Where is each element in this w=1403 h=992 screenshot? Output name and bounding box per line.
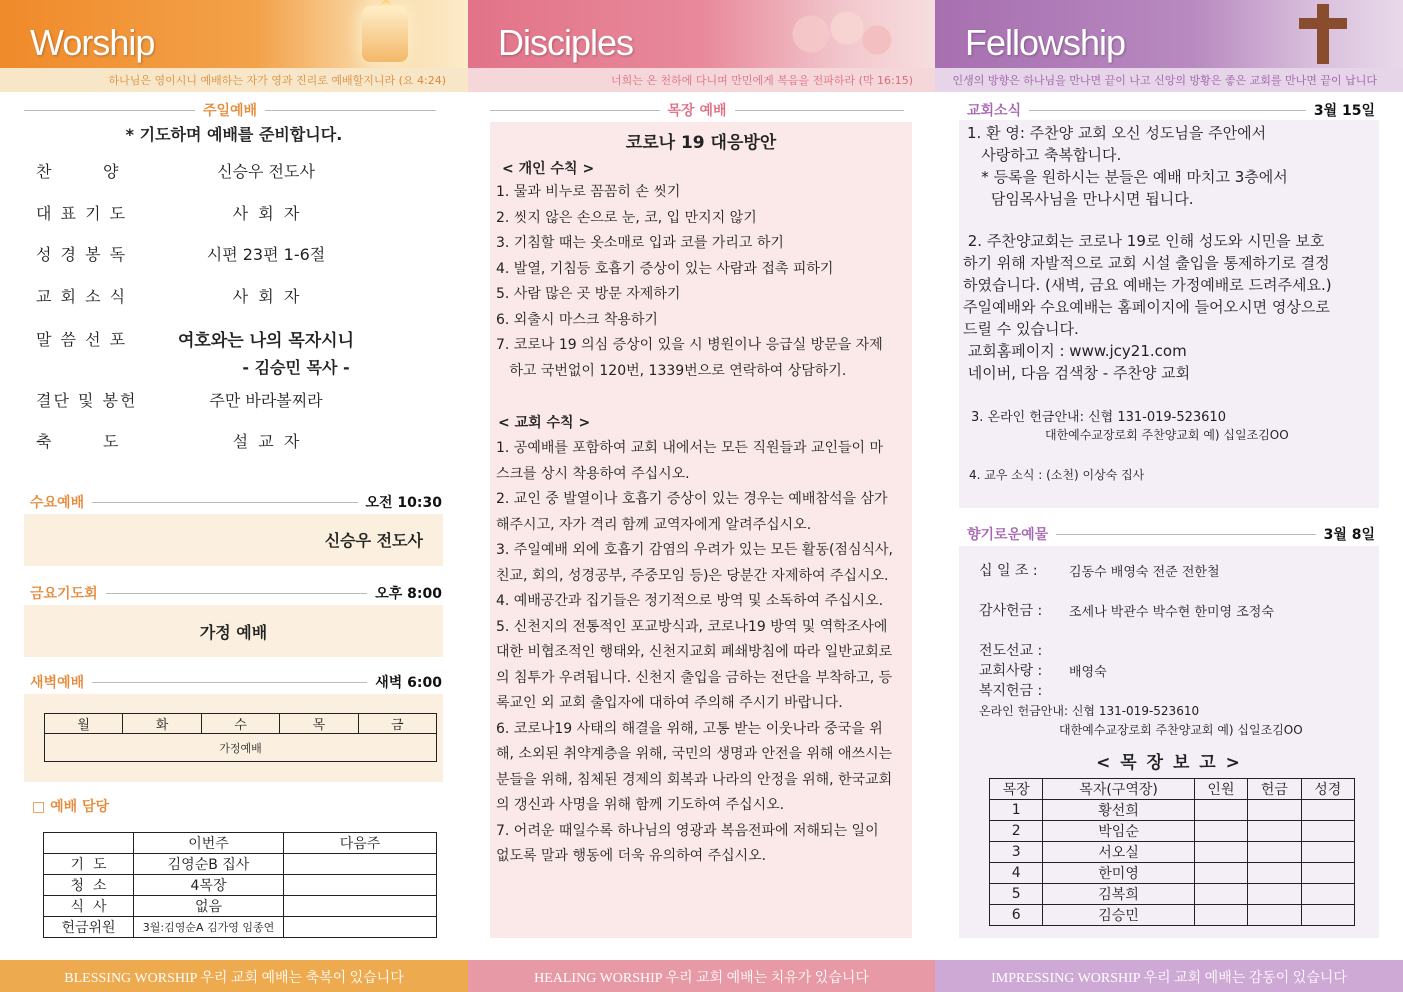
church-rule: 대한 비협조적인 행태와, 신천지교회 폐쇄방침에 따라 일반교회로 xyxy=(496,644,893,660)
report-cell: 6 xyxy=(990,905,1043,926)
duty-row xyxy=(44,875,437,896)
order-person: 사 회 자 xyxy=(232,286,300,306)
order-role: 결단 및 봉헌 xyxy=(36,390,138,410)
preacher: - 김승민 목사 - xyxy=(242,358,350,377)
fellowship-header xyxy=(935,0,1403,92)
dawn-note: 가정예배 xyxy=(45,734,437,762)
offering-heading xyxy=(967,524,1375,544)
report-cell: 김승민 xyxy=(1043,905,1194,926)
report-row xyxy=(990,863,1355,884)
sunday-section-heading xyxy=(24,100,444,120)
report-cell xyxy=(1301,884,1354,905)
order-person: 사 회 자 xyxy=(232,203,300,223)
report-cell: 서오실 xyxy=(1043,842,1194,863)
personal-rule: 3. 기침할 때는 옷소매로 입과 코를 가리고 하기 xyxy=(496,235,784,251)
personal-rule: 1. 물과 비누로 꼼꼼히 손 씻기 xyxy=(496,184,681,200)
duty-cell: 김영순B 집사 xyxy=(134,854,284,875)
order-person: 신승우 전도사 xyxy=(217,161,315,181)
duty-col-header xyxy=(44,833,134,854)
worship-panel xyxy=(0,0,468,992)
church-rule: 4. 예배공간과 집기들은 정기적으로 방역 및 소독하여 주십시오. xyxy=(496,593,884,609)
church-rules xyxy=(496,436,908,870)
disciples-panel xyxy=(468,0,935,992)
church-rule: 의 갱신과 사명을 위해 함께 기도하여 주십시오. xyxy=(496,797,785,813)
order-row xyxy=(36,241,436,265)
report-col-header: 헌금 xyxy=(1248,779,1301,800)
news-item-3-line1: 3. 온라인 헌금안내: 신협 131-019-523610 xyxy=(971,410,1226,425)
duty-row xyxy=(44,917,437,938)
order-row xyxy=(36,283,436,307)
dawn-label: 새벽예배 xyxy=(30,675,85,691)
wednesday-box xyxy=(24,514,443,566)
report-row xyxy=(990,800,1355,821)
news-line: 하기 위해 자발적으로 교회 시설 출입을 통제하기로 결정 xyxy=(963,254,1330,272)
worship-verse: 하나님은 영이시니 예배하는 자가 영과 진리로 예배할지니라 (요 4:24) xyxy=(108,74,446,87)
duty-cell: 4목장 xyxy=(134,875,284,896)
friday-box xyxy=(24,605,443,657)
news-item-3-line2: 대한예수교장로회 주찬양교회 예) 십일조김OO xyxy=(1045,428,1289,442)
friday-time: 오후 8:00 xyxy=(375,586,442,602)
news-date: 3월 15일 xyxy=(1313,103,1375,119)
offering-names: 김동수 배영숙 전준 전한철 xyxy=(1069,565,1220,580)
dawn-box xyxy=(24,694,443,782)
personal-rules xyxy=(496,180,908,384)
news-line: 담임목사님을 만나시면 됩니다. xyxy=(967,190,1194,208)
fellowship-footer xyxy=(935,960,1403,992)
cell-report-title: < 목 장 보 고 > xyxy=(1096,753,1242,773)
church-rule: 록교인 외 교회 출입자에 대하여 주의해 주시기 바랍니다. xyxy=(496,695,843,711)
report-cell: 2 xyxy=(990,821,1043,842)
disciples-title: Disciples xyxy=(498,22,634,63)
news-label: 교회소식 xyxy=(967,103,1022,119)
order-row xyxy=(36,387,436,411)
report-cell xyxy=(1301,863,1354,884)
church-rule: 5. 신천지의 전통적인 포교방식과, 코로나19 방역 및 역학조사에 xyxy=(496,618,888,635)
report-cell xyxy=(1248,863,1301,884)
cell-report-table xyxy=(989,778,1355,926)
report-cell xyxy=(1194,800,1247,821)
duty-cell xyxy=(284,917,437,938)
order-role: 축 도 xyxy=(36,431,121,451)
wednesday-time: 오전 10:30 xyxy=(365,495,442,511)
news-line: 주일예배와 수요예배는 홈페이지에 들어오시면 영상으로 xyxy=(963,298,1330,316)
report-row xyxy=(990,884,1355,905)
personal-rule: 5. 사람 많은 곳 방문 자제하기 xyxy=(496,286,681,302)
news-item-1 xyxy=(967,122,1375,210)
report-cell xyxy=(1301,800,1354,821)
report-cell xyxy=(1248,905,1301,926)
offering-type: 복지헌금 : xyxy=(979,683,1043,699)
dawn-day: 화 xyxy=(123,714,201,734)
report-col-header: 성경 xyxy=(1301,779,1354,800)
report-cell xyxy=(1248,800,1301,821)
duty-table xyxy=(43,832,437,938)
report-row xyxy=(990,842,1355,863)
offering-type: 십 일 조 : xyxy=(979,563,1038,579)
offering-type: 감사헌금 : xyxy=(979,603,1043,619)
report-cell xyxy=(1248,884,1301,905)
personal-rule: 2. 씻지 않은 손으로 눈, 코, 입 만지지 않기 xyxy=(496,209,757,226)
order-row xyxy=(36,200,436,224)
worship-header xyxy=(0,0,468,92)
worship-title: Worship xyxy=(30,22,155,63)
duty-cell: 3월:김영순A 김가영 임종연 xyxy=(134,917,284,938)
order-person: 주만 바라볼찌라 xyxy=(209,390,323,410)
offering-names: 배영숙 xyxy=(1069,665,1107,680)
disciples-verse: 너희는 온 천하에 다니며 만민에게 복음을 전파하라 (막 16:15) xyxy=(610,74,913,87)
news-box xyxy=(959,120,1379,508)
church-rule: 없도록 말과 행동에 더욱 유의하여 주십시오. xyxy=(496,848,767,864)
news-line: 교회홈페이지 : www.jcy21.com xyxy=(963,342,1187,360)
order-person: 시편 23편 1-6절 xyxy=(206,244,326,264)
dawn-heading xyxy=(30,672,442,692)
dawn-time: 새벽 6:00 xyxy=(375,675,442,691)
report-cell xyxy=(1248,821,1301,842)
order-row xyxy=(36,326,436,350)
report-col-header: 인원 xyxy=(1194,779,1247,800)
duty-cell: 없음 xyxy=(134,896,284,917)
order-role: 찬 양 xyxy=(36,161,121,181)
news-line: 네이버, 다음 검색창 - 주찬양 교회 xyxy=(963,364,1191,382)
church-rule: 의 침투가 우려됩니다. 신천지 출입을 금하는 전단을 부착하고, 등 xyxy=(496,669,893,686)
duty-cell: 기 도 xyxy=(44,854,134,875)
cell-worship-heading xyxy=(490,100,912,120)
church-rule: 스크를 상시 착용하여 주십시오. xyxy=(496,465,690,482)
personal-rule: 7. 코로나 19 의심 증상이 있을 시 병원이나 응급실 방문을 자제 xyxy=(496,337,883,353)
personal-rule: 6. 외출시 마스크 착용하기 xyxy=(496,311,658,328)
offering-type: 전도선교 : xyxy=(979,643,1043,659)
church-rule: 친교, 회의, 성경공부, 주중모임 등)은 당분간 자제하여 주십시오. xyxy=(496,567,889,584)
worship-footer-text: BLESSING WORSHIP 우리 교회 예배는 축복이 있습니다 xyxy=(64,971,404,986)
order-role: 교 회 소 식 xyxy=(36,286,128,306)
order-person: 설 교 자 xyxy=(232,431,300,451)
duty-row xyxy=(44,896,437,917)
order-row xyxy=(36,158,436,182)
dawn-table xyxy=(44,713,437,762)
flowers-icon xyxy=(775,4,895,64)
duty-cell xyxy=(284,854,437,875)
news-heading xyxy=(967,100,1375,120)
church-rule: 6. 코로나19 사태의 해결을 위해, 고통 받는 이웃나라 중국을 위 xyxy=(496,720,883,737)
wednesday-heading xyxy=(30,492,442,512)
disciples-header xyxy=(468,0,935,92)
report-row xyxy=(990,905,1355,926)
wednesday-leader: 신승우 전도사 xyxy=(324,531,423,550)
church-rule: 해, 소외된 취약계층을 위해, 국민의 생명과 안전을 위해 애쓰시는 xyxy=(496,746,893,762)
news-item-2 xyxy=(963,230,1375,384)
news-line: 하였습니다. (새벽, 금요 예배는 가정예배로 드려주세요.) xyxy=(963,276,1332,294)
report-cell: 박임순 xyxy=(1043,821,1194,842)
church-rule: 3. 주일예배 외에 호흡기 감염의 우려가 있는 모든 활동(점심식사, xyxy=(496,542,893,558)
fellowship-footer-text: IMPRESSING WORSHIP 우리 교회 예배는 감동이 있습니다 xyxy=(991,971,1347,986)
offering-online-line1: 온라인 헌금안내: 신협 131-019-523610 xyxy=(979,704,1200,718)
report-cell xyxy=(1194,842,1247,863)
report-cell xyxy=(1194,863,1247,884)
offering-online-line2: 대한예수교장로회 주찬양교회 예) 십일조김OO xyxy=(1059,723,1303,737)
cross-icon xyxy=(1293,4,1353,64)
disciples-footer xyxy=(468,960,935,992)
duty-cell: 청 소 xyxy=(44,875,134,896)
fellowship-title: Fellowship xyxy=(965,22,1126,63)
order-role: 말 씀 선 포 xyxy=(36,329,128,349)
offering-date: 3월 8일 xyxy=(1323,527,1375,543)
covid-title: 코로나 19 대응방안 xyxy=(625,133,777,153)
church-rule: 분들을 위해, 침체된 경제의 회복과 나라의 안정을 위해, 한국교회 xyxy=(496,771,893,788)
report-row xyxy=(990,821,1355,842)
duty-col-header: 이번주 xyxy=(134,833,284,854)
fellowship-panel xyxy=(935,0,1403,992)
church-rule: 7. 어려운 때일수록 하나님의 영광과 복음전파에 저해되는 일이 xyxy=(496,822,879,839)
covid-box xyxy=(490,122,912,938)
report-cell xyxy=(1194,821,1247,842)
church-rule: 1. 공예배를 포함하여 교회 내에서는 모든 직원들과 교인들이 마 xyxy=(496,440,884,456)
news-line: * 등록을 원하시는 분들은 예배 마치고 3층에서 xyxy=(967,168,1288,186)
offering-label: 향기로운예물 xyxy=(967,527,1049,543)
disciples-footer-text: HEALING WORSHIP 우리 교회 예배는 치유가 있습니다 xyxy=(534,971,869,986)
news-item-4: 4. 교우 소식 : (소천) 이상숙 집사 xyxy=(969,468,1145,482)
report-col-header: 목장 xyxy=(990,779,1043,800)
order-role: 성 경 봉 독 xyxy=(36,244,128,264)
news-line: 사랑하고 축복합니다. xyxy=(967,146,1122,164)
duty-cell: 식 사 xyxy=(44,896,134,917)
dawn-day: 금 xyxy=(358,714,436,734)
report-cell: 1 xyxy=(990,800,1043,821)
personal-rule: 하고 국번없이 120번, 1339번으로 연락하여 상담하기. xyxy=(496,362,847,379)
church-rule: 2. 교인 중 발열이나 호흡기 증상이 있는 경우는 예배참석을 삼가 xyxy=(496,491,888,507)
report-cell: 한미영 xyxy=(1043,863,1194,884)
report-cell xyxy=(1194,905,1247,926)
offering-names: 조세나 박관수 박수현 한미영 조정숙 xyxy=(1069,605,1274,620)
report-cell xyxy=(1301,905,1354,926)
dawn-day: 수 xyxy=(201,714,279,734)
offering-box xyxy=(959,546,1379,938)
news-line: 2. 주찬양교회는 코로나 19로 인해 성도와 시민을 보호 xyxy=(963,232,1325,250)
duty-cell xyxy=(284,875,437,896)
report-cell: 황선희 xyxy=(1043,800,1194,821)
fellowship-verse: 인생의 방향은 하나님을 만나면 끝이 나고 신앙의 방황은 좋은 교회를 만나면 끝이 납니다 xyxy=(952,74,1377,87)
personal-rule: 4. 발열, 기침등 호흡기 증상이 있는 사람과 접촉 피하기 xyxy=(496,260,834,277)
report-cell: 3 xyxy=(990,842,1043,863)
sunday-intro: * 기도하며 예배를 준비합니다. xyxy=(125,125,343,144)
church-rule: 해주시고, 자가 격리 함께 교역자에게 알려주십시오. xyxy=(496,516,812,533)
candle-icon xyxy=(362,6,408,62)
church-rules-label: < 교회 수칙 > xyxy=(498,415,591,431)
report-cell xyxy=(1301,821,1354,842)
worship-footer xyxy=(0,960,468,992)
news-line: 1. 환 영: 주찬양 교회 오신 성도님을 주안에서 xyxy=(967,124,1267,142)
dawn-day: 월 xyxy=(45,714,123,734)
offering-type: 교회사랑 : xyxy=(979,663,1043,679)
report-cell: 5 xyxy=(990,884,1043,905)
report-col-header: 목자(구역장) xyxy=(1043,779,1194,800)
duty-label: □ 예배 담당 xyxy=(32,799,110,815)
report-cell xyxy=(1301,842,1354,863)
duty-row xyxy=(44,854,437,875)
report-cell: 4 xyxy=(990,863,1043,884)
report-cell xyxy=(1194,884,1247,905)
sunday-label: 주일예배 xyxy=(202,103,258,119)
duty-cell xyxy=(284,896,437,917)
order-person: 여호와는 나의 목자시니 xyxy=(177,330,355,351)
order-row xyxy=(36,428,436,452)
friday-content: 가정 예배 xyxy=(199,623,268,642)
personal-rules-label: < 개인 수칙 > xyxy=(502,161,595,177)
friday-heading xyxy=(30,583,442,603)
cell-worship-label: 목장 예배 xyxy=(667,103,727,119)
duty-cell: 헌금위원 xyxy=(44,917,134,938)
news-line: 드릴 수 있습니다. xyxy=(963,320,1079,338)
report-cell: 김복희 xyxy=(1043,884,1194,905)
duty-col-header: 다음주 xyxy=(284,833,437,854)
report-cell xyxy=(1248,842,1301,863)
order-role: 대 표 기 도 xyxy=(36,203,128,223)
dawn-day: 목 xyxy=(280,714,358,734)
friday-label: 금요기도회 xyxy=(30,586,98,602)
wednesday-label: 수요예배 xyxy=(30,495,85,511)
